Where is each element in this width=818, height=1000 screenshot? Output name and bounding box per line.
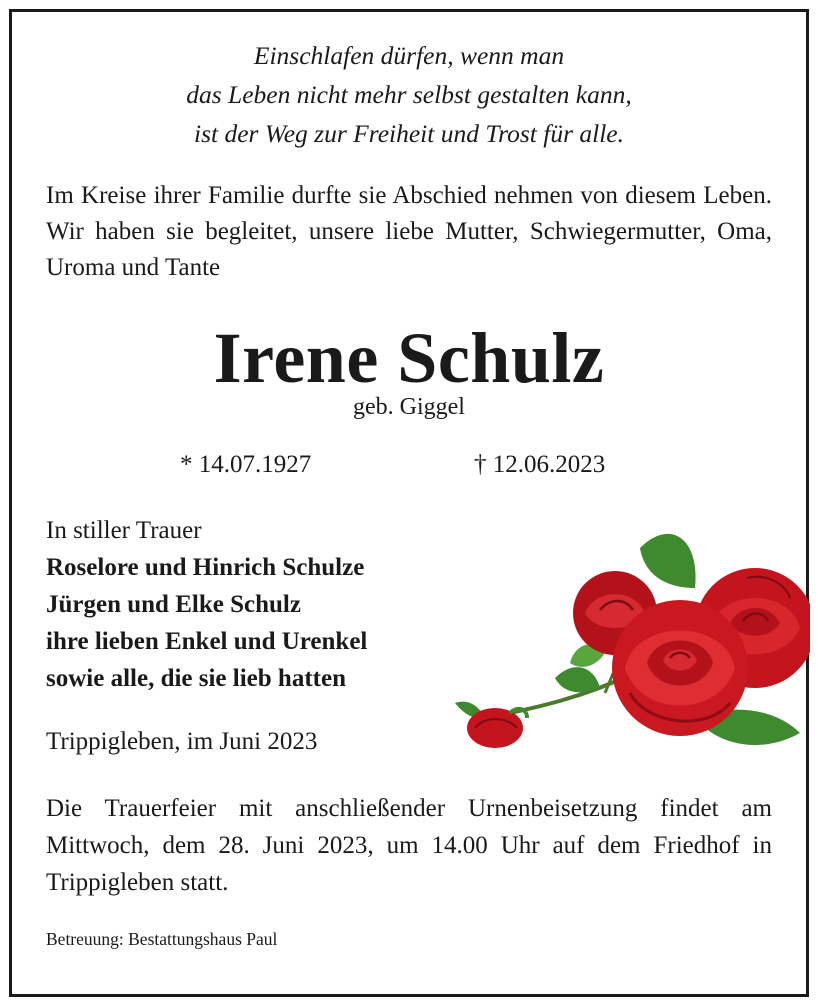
birth-name: geb. Giggel xyxy=(353,394,465,420)
birth-date: * 14.07.1927 xyxy=(180,451,312,478)
deceased-name: Irene Schulz xyxy=(213,318,605,398)
mourner-line: Jürgen und Elke Schulz xyxy=(46,591,301,618)
mourner-line: sowie alle, die sie lieb hatten xyxy=(46,665,346,692)
intro-text: Im Kreise ihrer Familie durfte sie Abschied nehmen von diesem Leben. Wir haben sie begleitet, unsere liebe Mutter, Schwiegermutter, Oma, Uroma und Tante xyxy=(46,182,772,281)
poem-line: das Leben nicht mehr selbst gestalten kann, xyxy=(186,80,632,109)
ceremony-info: Die Trauerfeier mit anschließender Urnenbeisetzung findet am Mittwoch, dem 28. Juni 2023, um 14.00 Uhr auf dem Friedhof in Trippigleben statt. xyxy=(46,795,772,896)
mourner-line: ihre lieben Enkel und Urenkel xyxy=(46,628,368,655)
mourner-line: Roselore und Hinrich Schulze xyxy=(46,554,365,581)
roses-icon xyxy=(455,518,810,758)
poem-line: ist der Weg zur Freiheit und Trost für alle. xyxy=(194,119,624,148)
death-date-line xyxy=(474,448,605,482)
death-date: 12.06.2023 xyxy=(492,451,606,478)
mourners-list xyxy=(46,549,367,697)
mourning-intro: In stiller Trauer xyxy=(46,517,202,544)
poem-line: Einschlafen dürfen, wenn man xyxy=(253,41,565,70)
cross-icon: † xyxy=(474,451,487,478)
memorial-poem xyxy=(0,36,818,153)
place-date: Trippigleben, im Juni 2023 xyxy=(46,728,318,755)
funeral-home-credit: Betreuung: Bestattungshaus Paul xyxy=(46,929,278,949)
